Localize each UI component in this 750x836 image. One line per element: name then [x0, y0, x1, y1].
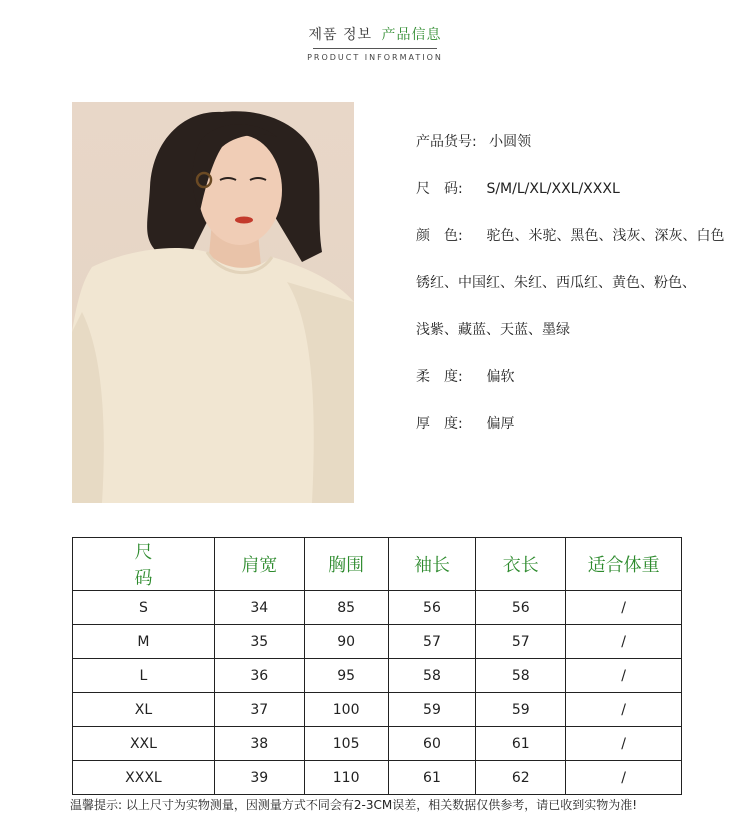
table-cell: / [566, 659, 682, 693]
title-divider [313, 48, 437, 49]
info-value: 偏软 [486, 369, 515, 385]
table-cell: 38 [214, 727, 304, 761]
table-row [73, 693, 682, 727]
table-cell: 110 [304, 761, 388, 795]
info-row [416, 130, 746, 177]
table-cell: / [566, 761, 682, 795]
column-header: 袖长 [388, 538, 476, 591]
table-cell: 61 [476, 727, 566, 761]
info-row [416, 365, 746, 412]
table-cell: 59 [476, 693, 566, 727]
section-header [0, 24, 750, 62]
table-cell: 57 [476, 625, 566, 659]
table-cell: 90 [304, 625, 388, 659]
table-cell: 85 [304, 591, 388, 625]
table-cell: 61 [388, 761, 476, 795]
info-row [416, 177, 746, 224]
table-row [73, 625, 682, 659]
table-cell: 60 [388, 727, 476, 761]
info-value: S/M/L/XL/XXL/XXXL [486, 181, 620, 197]
info-label: 柔 度: [416, 369, 463, 385]
table-cell: 62 [476, 761, 566, 795]
column-header: 胸围 [304, 538, 388, 591]
info-row [416, 224, 746, 271]
info-row [416, 412, 746, 459]
table-header-row [73, 538, 682, 591]
info-value: 驼色、米驼、黑色、浅灰、深灰、白色 [486, 228, 725, 244]
table-cell: 59 [388, 693, 476, 727]
table-cell: 39 [214, 761, 304, 795]
table-cell: XL [73, 693, 215, 727]
table-cell: / [566, 727, 682, 761]
title-chinese: 产品信息 [381, 27, 442, 43]
table-row [73, 761, 682, 795]
table-cell: M [73, 625, 215, 659]
section-title [0, 24, 750, 44]
info-value: 锈红、中国红、朱红、西瓜红、黄色、粉色、 [416, 275, 696, 291]
info-value: 小圆领 [489, 134, 532, 150]
table-cell: / [566, 625, 682, 659]
table-cell: XXL [73, 727, 215, 761]
size-table [72, 537, 682, 795]
title-korean: 제품 정보 [308, 27, 373, 43]
table-cell: L [73, 659, 215, 693]
table-cell: / [566, 591, 682, 625]
table-cell: 58 [388, 659, 476, 693]
column-header: 尺码 [73, 538, 215, 591]
info-row [416, 318, 746, 365]
table-cell: 34 [214, 591, 304, 625]
table-row [73, 591, 682, 625]
column-header: 适合体重 [566, 538, 682, 591]
section-subtitle: PRODUCT INFORMATION [307, 53, 443, 62]
table-cell: / [566, 693, 682, 727]
model-illustration [72, 102, 354, 503]
column-header: 衣长 [476, 538, 566, 591]
table-cell: S [73, 591, 215, 625]
table-cell: 35 [214, 625, 304, 659]
table-row [73, 659, 682, 693]
table-cell: XXXL [73, 761, 215, 795]
table-cell: 100 [304, 693, 388, 727]
table-cell: 105 [304, 727, 388, 761]
product-photo [72, 102, 354, 503]
info-label: 尺 码: [416, 181, 463, 197]
measurement-note: 温馨提示: 以上尺寸为实物测量，因测量方式不同会有2-3CM误差，相关数据仅供参考，请已收到实物为准! [70, 798, 638, 812]
table-cell: 37 [214, 693, 304, 727]
table-cell: 57 [388, 625, 476, 659]
info-label: 厚 度: [416, 416, 463, 432]
info-value: 浅紫、藏蓝、天蓝、墨绿 [416, 322, 570, 338]
table-cell: 56 [476, 591, 566, 625]
table-cell: 95 [304, 659, 388, 693]
table-cell: 36 [214, 659, 304, 693]
table-row [73, 727, 682, 761]
info-value: 偏厚 [486, 416, 515, 432]
info-label: 颜 色: [416, 228, 463, 244]
column-header: 肩宽 [214, 538, 304, 591]
info-row [416, 271, 746, 318]
table-cell: 56 [388, 591, 476, 625]
product-info [416, 130, 746, 459]
info-label: 产品货号: [416, 134, 477, 150]
table-cell: 58 [476, 659, 566, 693]
